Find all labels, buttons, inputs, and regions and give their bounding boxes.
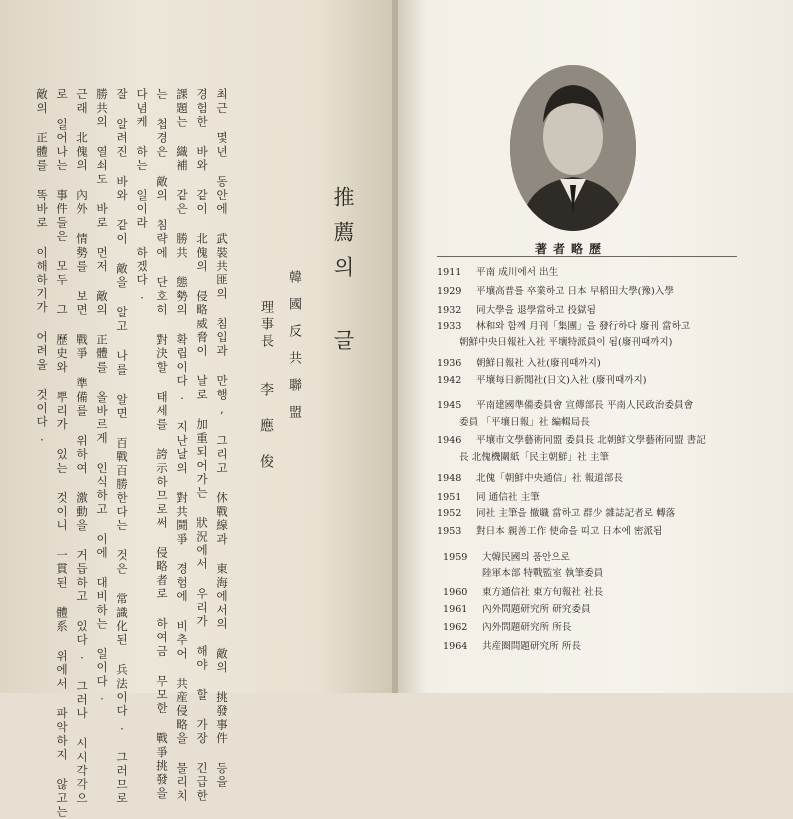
body-column-5: 다념케 하는 일이라 하겠다. [135, 88, 149, 304]
bio-text: 東方通信社 東方旬報社 社長 [482, 587, 604, 598]
body-column-6: 잘 알려진 바와 같이 敵을 알고 나를 알면 百戰百勝한다는 것은 常識化된 兵法이다. 그러므로 [115, 88, 129, 806]
bio-text: 同社 主筆을 撤職 當하고 群少 雜誌記者로 轉落 [476, 508, 676, 519]
bio-year: 1911 [437, 267, 462, 278]
divider [437, 256, 737, 257]
bio-entry [437, 318, 690, 332]
bio-heading: 著者略歷 [535, 242, 608, 256]
author-name: 李應俊 [258, 382, 274, 490]
bio-entry [443, 638, 581, 652]
bio-text: 朝鮮日報社 入社(廢刊때까지) [476, 358, 601, 369]
bio-year: 1964 [443, 641, 468, 652]
body-column-7: 勝共의 열쇠도 바로 먼저 敵의 正體를 올바르게 인식하고 이에 대비하는 일이다. [95, 88, 109, 705]
bio-entry [437, 397, 693, 411]
bio-text: 林和와 함께 月刊「集團」을 發行하다 廢刊 當하고 [476, 321, 691, 332]
author-portrait [510, 65, 636, 231]
bio-text: 內外問題研究所 所長 [482, 622, 572, 633]
bio-text: 平壤市文學藝術同盟 委員長 北朝鮮文學藝術同盟 書記 [476, 435, 706, 446]
bio-year: 1932 [437, 305, 462, 316]
bio-year: 1936 [437, 358, 462, 369]
bio-entry [437, 355, 601, 369]
bio-year: 1952 [437, 508, 462, 519]
bio-year: 1929 [437, 286, 462, 297]
bio-text: 平南建國準備委員會 宣傳部長 平南人民政治委員會 [476, 400, 694, 411]
bio-text: 對日本 親善工作 使命을 띠고 日本에 密派됨 [476, 526, 663, 537]
bio-text: 同大學을 退學當하고 投獄됨 [476, 305, 596, 316]
bio-entry [443, 601, 591, 615]
bio-text-continued: 朝鮮中央日報社入社 平壤特派員이 됨(廢刊때까지) [459, 337, 673, 348]
bio-year: 1946 [437, 435, 462, 446]
body-column-2: 경험한 바와 같이 北傀의 侵略威脅이 날로 加重되어가는 狀況에서 우리가 해야 할 가장 긴급한 [195, 88, 209, 803]
bio-text: 北傀「朝鮮中央通信」社 報道部長 [476, 473, 623, 484]
bio-entry [443, 549, 570, 563]
bio-entry [437, 470, 623, 484]
bio-year: 1948 [437, 473, 462, 484]
bio-entry [443, 619, 571, 633]
bio-text: 平壤高普를 卒業하고 日本 早稻田大學(豫)入學 [476, 286, 674, 297]
bio-text: 平壤每日新聞社(日文)入社 (廢刊때까지) [476, 375, 647, 386]
bio-text: 平南 成川에서 出生 [476, 267, 559, 278]
bio-entry [437, 489, 540, 503]
bio-text: 共産圈問題研究所 所長 [482, 641, 581, 652]
organization-name: 韓國反共聯盟 [286, 270, 301, 432]
bio-entry [437, 505, 675, 519]
bio-year: 1953 [437, 526, 462, 537]
bio-entry [437, 264, 558, 278]
bio-year: 1961 [443, 604, 468, 615]
bio-entry [437, 283, 674, 297]
body-column-3: 課題는 織補 같은 勝共 態勢의 확립이다. 지난날의 對共鬪爭 경험에 비추어 共産侵略을 물리치 [175, 88, 189, 803]
bio-entry [437, 302, 596, 316]
bio-text: 同 通信社 主筆 [476, 492, 540, 503]
bio-entry [437, 523, 662, 537]
body-column-10: 敵의 正體를 똑바로 이해하기가 어려울 것이다. [35, 88, 49, 446]
bio-year: 1962 [443, 622, 468, 633]
body-column-9: 로 일어나는 事件들은 모두 그 歷史와 뿌리가 있는 것이니 一貫된 體系 위에서 파악하지 않고는 [55, 88, 69, 819]
bio-year: 1942 [437, 375, 462, 386]
bio-entry [443, 584, 603, 598]
bio-entry [437, 372, 647, 386]
body-column-1: 최근 몇년 동안에 武裝共匪의 침입과 만행, 그리고 休戰線과 東海에서의 敵의 挑發事件 등을 [215, 88, 229, 790]
bio-year: 1933 [437, 321, 462, 332]
body-column-8: 근래 北傀의 內外 情勢를 보면 戰爭 準備를 위하여 激動을 거듭하고 있다. 그러나 시시각각으 [75, 88, 89, 806]
body-column-4: 는 첩경은 敵의 침략에 단호히 對決할 태세를 誇示하므로써 侵略者로 하여금 무모한 戰爭挑發을 [155, 88, 169, 801]
bio-entry [437, 432, 706, 446]
author-role: 理事長 [258, 300, 273, 351]
bio-year: 1959 [443, 552, 468, 563]
book-gutter [392, 0, 398, 693]
portrait-image [510, 65, 636, 231]
bio-year: 1945 [437, 400, 462, 411]
bio-year: 1951 [437, 492, 462, 503]
bio-text-continued: 委員 「平壤日報」社 編輯局長 [459, 417, 590, 428]
recommendation-title: 推薦의 글 [331, 186, 355, 364]
bio-text: 大韓民國의 품안으로 [482, 552, 570, 563]
bio-text-continued: 陸軍本部 特戰監室 執筆委員 [482, 568, 604, 579]
bio-text: 內外問題研究所 研究委員 [482, 604, 591, 615]
bio-text-continued: 長 北傀機關紙「民主朝鮮」社 主筆 [459, 452, 610, 463]
bio-year: 1960 [443, 587, 468, 598]
